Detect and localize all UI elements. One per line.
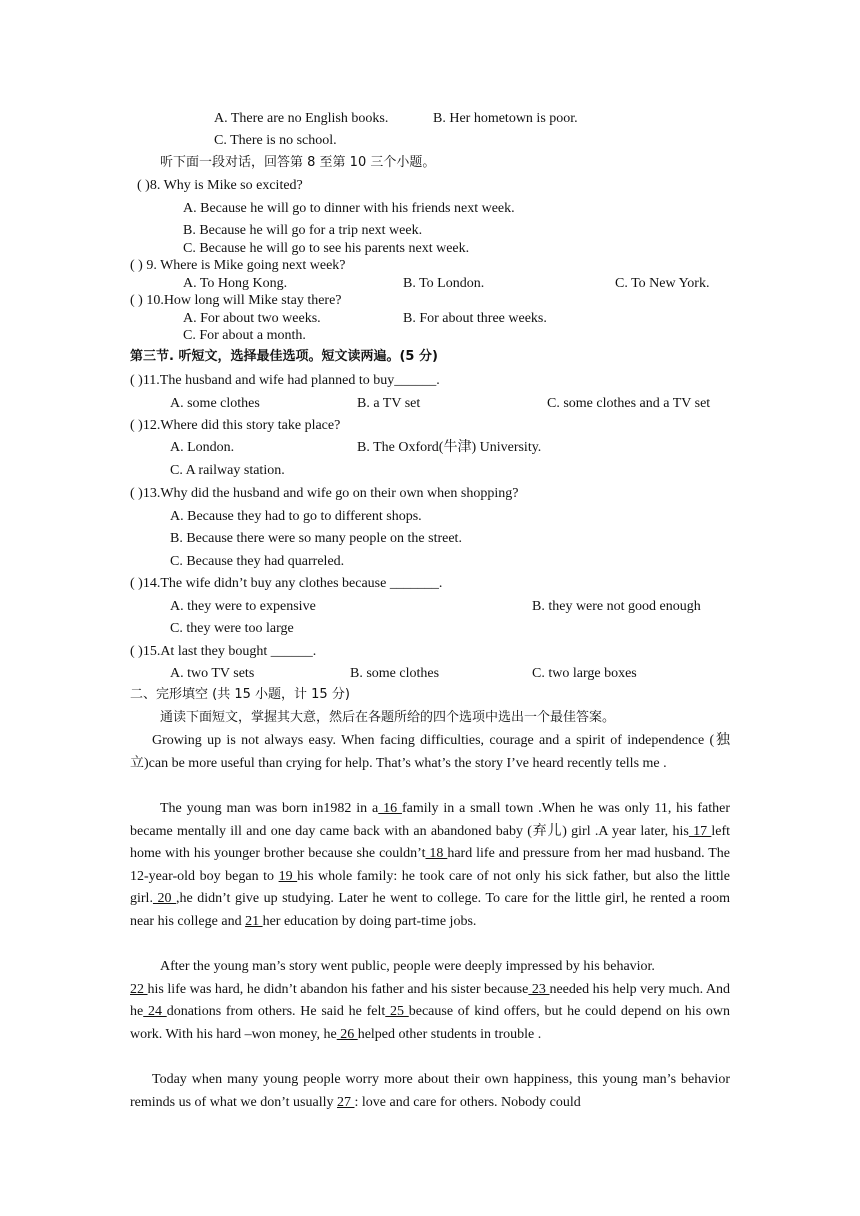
q14-option-c: C. they were too large	[170, 621, 294, 636]
q13-stem: ( )13.Why did the husband and wife go on their own when shopping?	[130, 486, 519, 501]
blank-23[interactable]: 23	[528, 981, 550, 997]
q12-option-c: C. A railway station.	[170, 463, 285, 478]
q15-option-a: A. two TV sets	[170, 666, 255, 681]
q8-option-c: C. Because he will go to see his parents next week.	[183, 241, 470, 256]
blank-21[interactable]: 21	[245, 913, 263, 929]
q13-option-a: A. Because they had to go to different shops.	[170, 509, 422, 524]
q10-option-b: B. For about three weeks.	[403, 311, 547, 326]
q12-stem: ( )12.Where did this story take place?	[130, 418, 341, 433]
q12-option-a: A. London.	[170, 440, 235, 455]
q10-option-c: C. For about a month.	[183, 328, 306, 343]
q9-option-b: B. To London.	[403, 276, 485, 291]
q11-option-c: C. some clothes and a TV set	[547, 396, 711, 411]
q7-option-a: A. There are no English books.	[214, 111, 389, 126]
q11-option-a: A. some clothes	[170, 396, 260, 411]
blank-18[interactable]: 18	[425, 846, 448, 861]
dialogue-instruction: 听下面一段对话，回答第 8 至第 10 三个小题。	[160, 155, 436, 170]
q13-option-c: C. Because they had quarreled.	[170, 554, 345, 569]
part2-instruction: 通读下面短文，掌握其大意，然后在各题所给的四个选项中选出一个最佳答案。	[160, 710, 616, 725]
q11-stem: ( )11.The husband and wife had planned to buy______.	[130, 373, 440, 388]
q15-stem: ( )15.At last they bought ______.	[130, 644, 317, 659]
q14-stem: ( )14.The wife didn’t buy any clothes because _______.	[130, 576, 443, 591]
q9-option-c: C. To New York.	[615, 276, 710, 291]
q12-option-b: B. The Oxford(牛津) University.	[357, 440, 542, 455]
blank-22[interactable]: 22	[130, 981, 148, 997]
blank-26[interactable]: 26	[336, 1026, 358, 1042]
section3-heading: 第三节. 听短文，选择最佳选项。短文读两遍。(5 分)	[130, 349, 438, 364]
q9-stem: ( ) 9. Where is Mike going next week?	[130, 258, 346, 273]
q10-option-a: A. For about two weeks.	[183, 311, 321, 326]
q9-option-a: A. To Hong Kong.	[183, 276, 288, 291]
q7-option-b: B. Her hometown is poor.	[433, 111, 578, 126]
q10-stem: ( ) 10.How long will Mike stay there?	[130, 293, 342, 308]
cloze-paragraph-4: Today when many young people worry more about their own happiness, this young man’s behavior reminds us of what we don’t usually 27 : love and care for others. Nobody could	[130, 1072, 730, 1110]
cloze-paragraph-3: After the young man’s story went public, people were deeply impressed by his behavior. 22 his life was hard, he didn’t abandon his father and his sister because 23 needed his help very much. And he 24 donations from others. He said he felt 25 because of kind offers, but he could depend on his own work. With his hard –won money, he 26 helped other students in trouble .	[130, 959, 731, 1042]
q15-option-c: C. two large boxes	[532, 666, 637, 681]
cloze-paragraph-2: The young man was born in1982 in a 16 family in a small town .When he was only 11, his father became mentally ill and one day came back with an abandoned baby (弃儿) girl .A year later, his 17 left home with his younger brother because she couldn’t 18 hard life and pressure from her mad husband. The 12-year-old boy began to 19 his whole family: he took care of not only his sick father, but also the little girl. 20 ,he didn’t give up studying. Later he went to college. To care for the little girl, he rented a room near his college and 21 her education by doing part-time jobs.	[130, 801, 731, 929]
q8-option-a: A. Because he will go to dinner with his friends next week.	[183, 201, 515, 216]
blank-19[interactable]: 19	[278, 868, 298, 884]
blank-17[interactable]: 17	[688, 823, 712, 839]
blank-20[interactable]: 20	[152, 891, 176, 906]
q7-option-c: C. There is no school.	[214, 133, 337, 148]
q11-option-b: B. a TV set	[357, 396, 421, 411]
blank-16[interactable]: 16	[378, 801, 402, 816]
blank-27[interactable]: 27	[337, 1094, 355, 1110]
cloze-paragraph-1: Growing up is not always easy. When facing difficulties, courage and a spirit of independence (独立)can be more useful than crying for help. That’s what’s the story I’ve heard recently tells me .	[130, 733, 730, 771]
part2-heading: 二、完形填空 (共 15 小题，计 15 分)	[130, 687, 350, 702]
q14-option-b: B. they were not good enough	[532, 599, 701, 614]
blank-25[interactable]: 25	[385, 1004, 409, 1019]
q15-option-b: B. some clothes	[350, 666, 440, 681]
blank-24[interactable]: 24	[143, 1004, 167, 1019]
q8-stem: ( )8. Why is Mike so excited?	[137, 178, 303, 193]
q13-option-b: B. Because there were so many people on the street.	[170, 531, 462, 546]
q8-option-b: B. Because he will go for a trip next week.	[183, 223, 423, 238]
q14-option-a: A. they were to expensive	[170, 599, 316, 614]
